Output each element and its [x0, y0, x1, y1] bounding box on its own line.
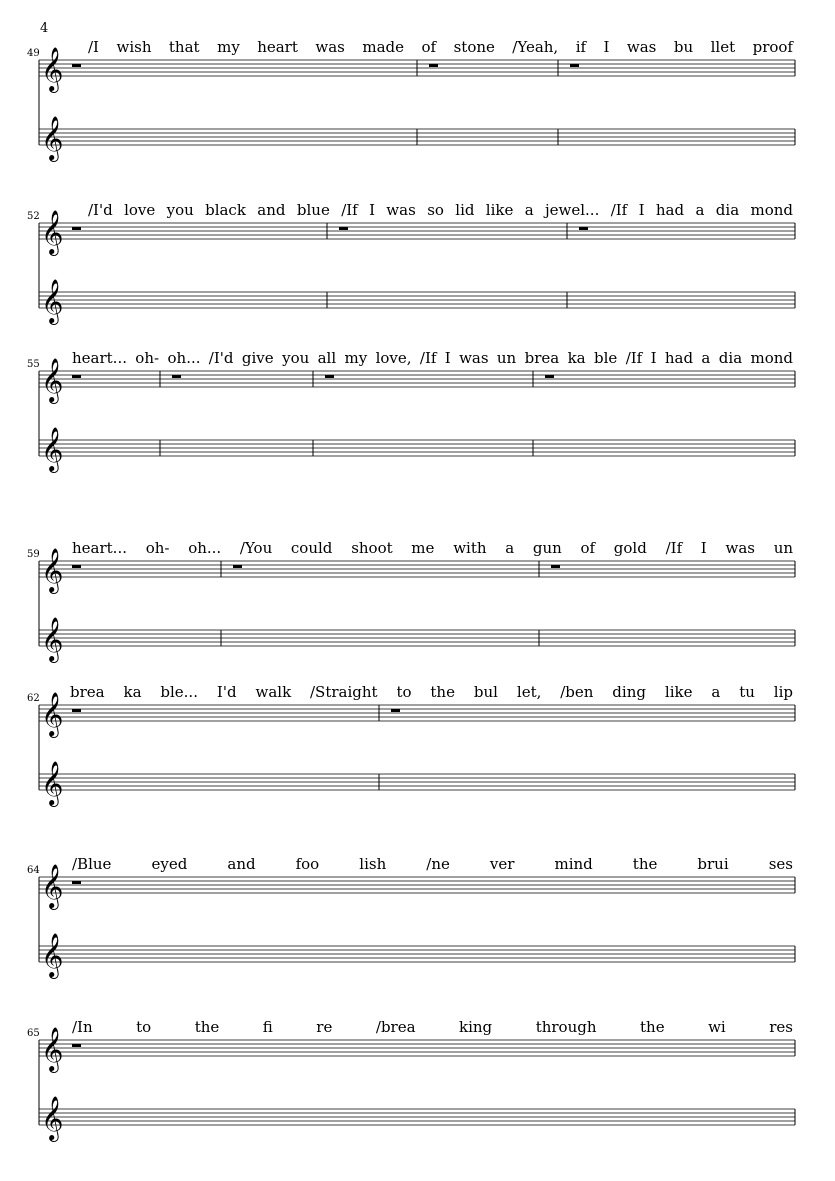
- treble-clef-icon: 𝄞: [41, 617, 64, 661]
- whole-rest-icon: [391, 709, 400, 712]
- lyric-syllable: of: [580, 539, 596, 557]
- whole-rest-icon: [72, 709, 81, 712]
- lyric-syllable: fi: [262, 1018, 273, 1036]
- treble-clef-icon: 𝄞: [41, 548, 64, 592]
- system: [27, 855, 795, 979]
- lyric-syllable: brea: [70, 683, 105, 701]
- lyric-syllable: the: [640, 1018, 665, 1036]
- lyric-syllable: un: [496, 349, 517, 367]
- lyric-syllable: king: [459, 1018, 493, 1036]
- lyric-syllable: like: [485, 201, 514, 219]
- lyric-syllable: was: [386, 201, 416, 219]
- whole-rest-icon: [72, 64, 81, 67]
- staff-piano: [39, 617, 795, 663]
- lyric-syllable: could: [290, 539, 333, 557]
- treble-clef-icon: 𝄞: [41, 427, 64, 471]
- treble-clef-icon: 𝄞: [41, 279, 64, 323]
- lyric-syllable: lish: [359, 855, 387, 873]
- lyric-syllable: made: [362, 38, 405, 56]
- lyric-syllable: love: [124, 201, 156, 219]
- lyric-syllable: oh...: [188, 539, 222, 557]
- whole-rest-icon: [551, 565, 560, 568]
- lyric-syllable: brui: [697, 855, 729, 873]
- lyric-syllable: /In: [72, 1018, 93, 1036]
- measure-number: 62: [27, 693, 40, 704]
- whole-rest-icon: [72, 227, 81, 230]
- treble-clef-icon: 𝄞: [41, 358, 64, 402]
- lyric-syllable: /Straight: [310, 683, 378, 701]
- lyric-syllable: jewel...: [545, 201, 600, 219]
- lyric-syllable: dia: [715, 201, 740, 219]
- lyrics-line: [88, 38, 794, 56]
- system: [27, 38, 795, 162]
- lyric-syllable: /You: [239, 539, 273, 557]
- lyric-syllable: ble: [594, 349, 618, 367]
- lyric-syllable: gun: [532, 539, 562, 557]
- lyric-syllable: I: [650, 349, 657, 367]
- measure-number: 55: [27, 359, 40, 370]
- lyric-syllable: ble...: [160, 683, 198, 701]
- systems-container: [27, 38, 795, 1142]
- lyric-syllable: heart...: [72, 349, 127, 367]
- lyric-syllable: /If: [610, 201, 628, 219]
- lyric-syllable: shoot: [351, 539, 393, 557]
- lyrics-line: [72, 855, 793, 873]
- treble-clef-icon: 𝄞: [41, 864, 64, 908]
- lyric-syllable: lip: [773, 683, 794, 701]
- system: [27, 201, 795, 325]
- lyric-syllable: /ne: [426, 855, 450, 873]
- lyric-syllable: wi: [708, 1018, 726, 1036]
- lyric-syllable: mond: [750, 349, 794, 367]
- lyric-syllable: I: [700, 539, 707, 557]
- lyric-syllable: ver: [489, 855, 515, 873]
- lyrics-line: [70, 683, 793, 701]
- whole-rest-icon: [429, 64, 438, 67]
- treble-clef-icon: 𝄞: [41, 761, 64, 805]
- whole-rest-icon: [72, 881, 81, 884]
- lyrics-line: [72, 349, 793, 367]
- lyric-syllable: res: [769, 1018, 793, 1036]
- lyric-syllable: blue: [296, 201, 330, 219]
- lyric-syllable: brea: [524, 349, 560, 367]
- lyric-syllable: /If: [625, 349, 643, 367]
- lyric-syllable: I: [603, 38, 610, 56]
- lyric-syllable: bul: [473, 683, 498, 701]
- lyric-syllable: you: [166, 201, 194, 219]
- treble-clef-icon: 𝄞: [41, 116, 64, 160]
- system: [27, 683, 795, 807]
- lyric-syllable: a: [695, 201, 705, 219]
- lyric-syllable: the: [632, 855, 658, 873]
- lyric-syllable: with: [453, 539, 487, 557]
- lyric-syllable: oh...: [167, 349, 201, 367]
- lyric-syllable: and: [257, 201, 286, 219]
- whole-rest-icon: [233, 565, 242, 568]
- whole-rest-icon: [570, 64, 579, 67]
- measure-number: 64: [27, 865, 40, 876]
- staff-piano: [39, 427, 795, 473]
- measure-number: 52: [27, 211, 40, 222]
- measure-number: 59: [27, 549, 40, 560]
- lyric-syllable: my: [344, 349, 368, 367]
- lyric-syllable: the: [194, 1018, 220, 1036]
- whole-rest-icon: [72, 1044, 81, 1047]
- lyric-syllable: I: [369, 201, 376, 219]
- lyric-syllable: oh-: [145, 539, 170, 557]
- whole-rest-icon: [325, 375, 334, 378]
- lyric-syllable: a: [711, 683, 721, 701]
- lyric-syllable: like: [664, 683, 693, 701]
- page-number: 4: [40, 21, 49, 36]
- lyric-syllable: was: [725, 539, 755, 557]
- lyric-syllable: walk: [255, 683, 292, 701]
- lyric-syllable: /Yeah,: [512, 38, 559, 56]
- lyric-syllable: /If: [665, 539, 683, 557]
- lyric-syllable: un: [773, 539, 794, 557]
- lyric-syllable: /Blue: [72, 855, 112, 873]
- lyric-syllable: black: [205, 201, 246, 219]
- lyric-syllable: if: [575, 38, 587, 56]
- lyric-syllable: was: [315, 38, 345, 56]
- lyric-syllable: through: [535, 1018, 597, 1036]
- staff-piano: [39, 761, 795, 807]
- lyric-syllable: /brea: [375, 1018, 416, 1036]
- lyric-syllable: my: [217, 38, 240, 56]
- lyric-syllable: /I: [88, 38, 99, 56]
- staff-piano: [39, 279, 795, 325]
- lyric-syllable: foo: [295, 855, 320, 873]
- lyric-syllable: had: [664, 349, 694, 367]
- lyric-syllable: ka: [567, 349, 586, 367]
- lyric-syllable: lid: [455, 201, 475, 219]
- whole-rest-icon: [339, 227, 348, 230]
- treble-clef-icon: 𝄞: [41, 1096, 64, 1140]
- system: [27, 1018, 795, 1142]
- lyric-syllable: tu: [739, 683, 755, 701]
- lyric-syllable: so: [427, 201, 444, 219]
- measure-number: 49: [27, 48, 40, 59]
- lyric-syllable: heart: [257, 38, 298, 56]
- lyrics-line: [72, 539, 793, 557]
- whole-rest-icon: [172, 375, 181, 378]
- treble-clef-icon: 𝄞: [41, 692, 64, 736]
- lyrics-line: [72, 1018, 793, 1036]
- lyric-syllable: dia: [718, 349, 743, 367]
- lyric-syllable: llet: [710, 38, 736, 56]
- lyric-syllable: /If: [419, 349, 437, 367]
- system: [27, 349, 795, 473]
- lyric-syllable: heart...: [72, 539, 127, 557]
- treble-clef-icon: 𝄞: [41, 933, 64, 977]
- whole-rest-icon: [579, 227, 588, 230]
- lyric-syllable: proof: [752, 38, 793, 56]
- lyric-syllable: mond: [750, 201, 794, 219]
- whole-rest-icon: [72, 375, 81, 378]
- lyric-syllable: was: [459, 349, 489, 367]
- lyrics-line: [88, 201, 793, 219]
- lyric-syllable: bu: [673, 38, 694, 56]
- lyric-syllable: re: [316, 1018, 333, 1036]
- lyric-syllable: you: [282, 349, 310, 367]
- lyric-syllable: /If: [341, 201, 358, 219]
- lyric-syllable: a: [524, 201, 534, 219]
- staff-vocal: [39, 1027, 795, 1073]
- lyric-syllable: eyed: [151, 855, 188, 873]
- lyric-syllable: a: [701, 349, 711, 367]
- lyric-syllable: I: [444, 349, 451, 367]
- lyric-syllable: ding: [612, 683, 646, 701]
- lyric-syllable: the: [430, 683, 455, 701]
- lyric-syllable: I: [638, 201, 645, 219]
- measure-number: 65: [27, 1028, 40, 1039]
- lyric-syllable: /I'd: [208, 349, 234, 367]
- lyric-syllable: to: [136, 1018, 152, 1036]
- treble-clef-icon: 𝄞: [41, 210, 64, 254]
- lyric-syllable: wish: [116, 38, 152, 56]
- whole-rest-icon: [545, 375, 554, 378]
- lyric-syllable: that: [168, 38, 200, 56]
- lyric-syllable: gold: [613, 539, 647, 557]
- lyric-syllable: and: [227, 855, 256, 873]
- lyric-syllable: a: [505, 539, 515, 557]
- treble-clef-icon: 𝄞: [41, 1027, 64, 1071]
- lyric-syllable: mind: [554, 855, 593, 873]
- lyric-syllable: ka: [123, 683, 142, 701]
- lyric-syllable: let,: [516, 683, 542, 701]
- staff-piano: [39, 933, 795, 979]
- lyric-syllable: to: [396, 683, 412, 701]
- staff-piano: [39, 1096, 795, 1142]
- lyric-syllable: I'd: [216, 683, 237, 701]
- lyric-syllable: ses: [768, 855, 793, 873]
- lyric-syllable: love,: [375, 349, 412, 367]
- lyric-syllable: give: [241, 349, 274, 367]
- lyric-syllable: of: [421, 38, 437, 56]
- lyric-syllable: had: [655, 201, 685, 219]
- lyric-syllable: /I'd: [88, 201, 113, 219]
- lyric-syllable: was: [626, 38, 657, 56]
- lyric-syllable: all: [317, 349, 337, 367]
- lyric-syllable: stone: [453, 38, 495, 56]
- lyric-syllable: /ben: [560, 683, 594, 701]
- lyric-syllable: oh-: [135, 349, 160, 367]
- whole-rest-icon: [72, 565, 81, 568]
- treble-clef-icon: 𝄞: [41, 47, 64, 91]
- lyric-syllable: me: [411, 539, 435, 557]
- system: [27, 539, 795, 663]
